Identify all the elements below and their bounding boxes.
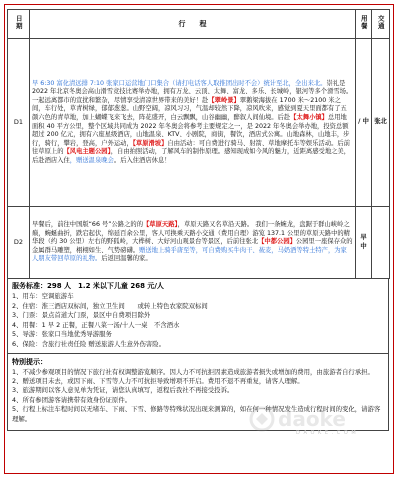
note-item: 4、所有参团游客请携带有效身份证原件。 <box>12 395 132 404</box>
header-meal: 用餐 <box>356 10 372 39</box>
note-highlight: ，赠送温泉晚会 <box>69 156 114 164</box>
day-transport: 张北 <box>372 39 390 207</box>
day-meal: / 中 <box>356 39 372 207</box>
description-text: 自由活动：可自费进行骑马、射箭、草地摩托车等娱乐活动。后前往草原上的 <box>32 139 350 156</box>
service-item: 3、门票：景点首道大门票，景区中自费项目除外 <box>12 311 151 320</box>
description-text: 早餐后，前往中国版“66 号”公路之的的 <box>32 221 143 229</box>
note-item: 2、赠送项目未去，或因下雨、下雪等人力不可抗拒导致增项不开启。费用不退不再重复，请客人理解。 <box>12 376 304 385</box>
note-item: 3、旅游期间以客人意见单为凭证，请您认真填写，返程后我社不再接受投诉。 <box>12 386 234 395</box>
day-transport <box>372 207 390 279</box>
itinerary-header-row <box>8 10 390 39</box>
description-text: ，自由拍照活动，了解风车的制作原理。感知现成如今风的魅力，近距离感受地之美，后赴酒店入住 <box>32 148 350 164</box>
attraction-highlight: 【草原天路】 <box>143 221 178 229</box>
attraction-highlight: 【风电主题公园】 <box>63 148 111 156</box>
service-title: 服务标准：298 人 1.2 米以下儿童 268 元/人 <box>12 282 164 290</box>
note-highlight: 赠送地上骑乎唐至等，可自费购买牛肉干、莜麦，马奶酒等特土特产，为家人朋友带回草原的礼物。 <box>32 246 347 263</box>
itinerary-table <box>7 9 390 279</box>
header-transport: 交通 <box>372 10 390 39</box>
day-label: D2 <box>8 207 30 279</box>
note-item: 1、不减少参观项目的情况下旅行社有权调整游览顺序。因人力不可抗拒因素造成旅游者损失或增加的费用，由旅游者自行承担。 <box>12 367 374 376</box>
day-description <box>30 207 356 279</box>
service-item: 1、用车：空调旅游车 <box>12 292 74 300</box>
service-item: 5、导游：张家口当地优秀导游服务 <box>12 330 112 339</box>
header-itinerary: 行 程 <box>30 10 356 39</box>
service-item: 4、用餐：1 早 2 正餐，正餐八菜一汤/十人一桌 不含酒水 <box>12 320 180 329</box>
description-text: 总用地面积 40 平方公里，整个区域共同成为 2022 年冬奥会将参考主要规定之一，是 2022 年冬奥会举办地，投资总额超过 200 亿元，拥有六座星级酒店，山地温泉、KTV、小剧院，商街，餐饮，酒店式公寓。山地森林，山地丰，步行，骑行，攀岩，登高，户外运动， <box>32 113 350 147</box>
service-list <box>12 292 384 350</box>
description-text: ，草原天路又名草沿天路。 我们一条蜿龙，盘踞于群山峡岭之巅，蜿蜒曲折，跌宕起伏，绵延百余公里，客人可换乘天路小交通（费用自理）游览 137.1 公里的草原天路中的精华段（约 30 公里）左右的野狐岭，大桦树、大好河山观景台等景区，后前往张北 <box>32 221 350 246</box>
day-meal: 早 中 <box>356 207 372 279</box>
header-day: 日期 <box>8 10 30 39</box>
day-row-2 <box>8 207 390 279</box>
attraction-highlight: 【太舞小镇】 <box>290 113 328 121</box>
service-item: 6、保险：含旅行社责任险 赠送旅游人生意外伤害险。 <box>12 339 166 348</box>
day-label: D1 <box>8 39 30 207</box>
description-text: 后返回温馨的家。 <box>101 255 152 263</box>
attraction-highlight: 【中都公园】 <box>258 238 296 246</box>
note-highlight: 早 6:30 富化清远排 7:10 张家口运营地门口集合（请打电话客人取推团出时不会）统计至北，全出来北。 <box>32 79 327 87</box>
attraction-highlight: 【草原滑坡】 <box>132 139 168 147</box>
description-text: 。后入住酒店休息！ <box>113 156 171 164</box>
description-text: 崇礼是 2022 年北京冬奥会高山滑雪竞技比赛举办地，拥有万龙、云顶、太舞、富龙、多乐、长城岭，银河等多个滑雪场。一起远离都市的宣扰和繁杂，尽情享受清凉世界带来的美好！赴 <box>32 79 353 104</box>
day-description <box>30 39 356 207</box>
description-text: 公园里一座保存众的金属群马雕塑，栩栩如生、气势磅礴。 <box>32 238 353 254</box>
watermark-subtext: D A O K E . C O M <box>296 430 357 436</box>
attraction-highlight: 【翠岭景】 <box>208 96 240 104</box>
service-standard-section <box>7 279 389 354</box>
notes-title: 特别提示： <box>12 357 47 366</box>
day-row-1 <box>8 39 390 207</box>
service-item: 2、住宿：淮三酒店双标间，独立卫生间 或转上特色农家院双标间 <box>12 301 208 310</box>
description-text: 翠鹅梁海拔在 1700 米～2100 米之间，车行处，草青树绿，郁郁葱葱。山野空阔，凉风习习，气温却较然下降，凉风吹来，感觉到夏天里面都有了五颜六色的青草地，加上蝴蝶飞来飞去，阵花盛开，白云飘飘，山谷幽幽，醉叙人间仙境。后赴 <box>32 96 347 121</box>
note-item: 5、行程上标注车程时间以无堵车、下雨、下雪、修路等特殊状况出现来测算的，如在何一种情况发生造成行程时间的变化，请游客理解。 <box>12 405 381 423</box>
watermark-text: daoke <box>278 407 346 431</box>
itinerary-content <box>7 9 389 431</box>
